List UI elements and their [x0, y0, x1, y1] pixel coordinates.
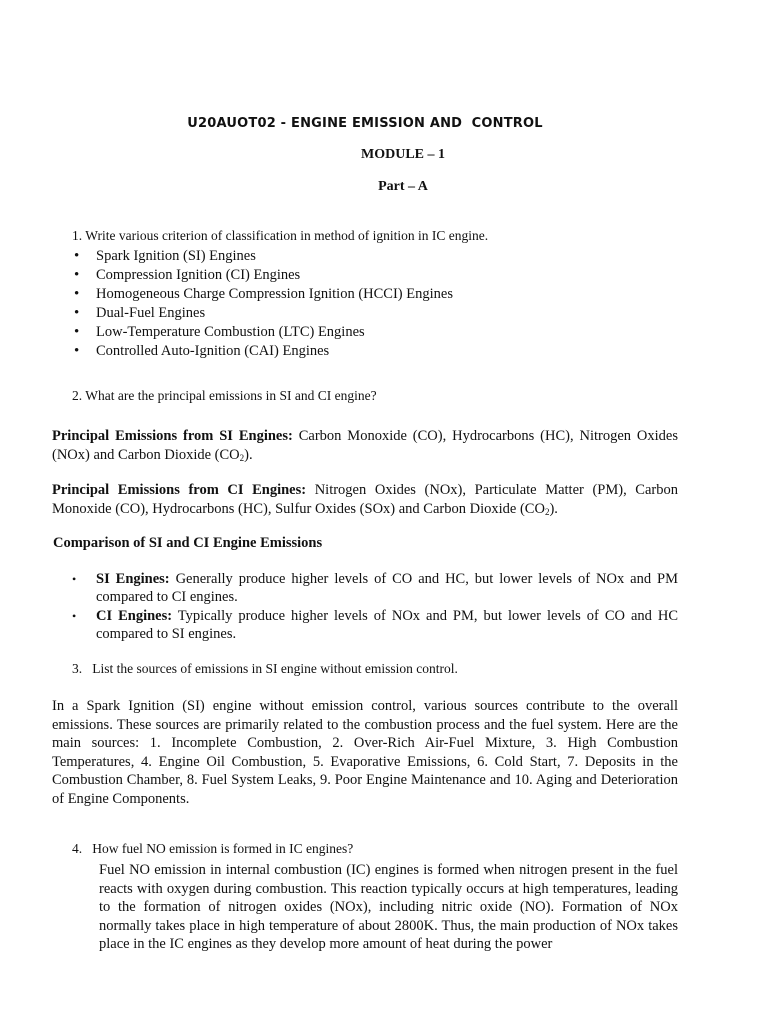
si-emissions-end: ).	[244, 446, 253, 463]
question-text: How fuel NO emission is formed in IC engines?	[92, 841, 354, 856]
list-item: • Homogeneous Charge Compression Ignition (HCCI) Engines	[72, 285, 453, 304]
comparison-label: CI Engines:	[96, 607, 173, 624]
list-item: • Dual-Fuel Engines	[72, 304, 453, 323]
ci-emissions-paragraph	[52, 481, 678, 518]
part-heading: Part – A	[378, 179, 428, 194]
question-1	[72, 228, 488, 244]
si-emissions-label: Principal Emissions from SI Engines:	[52, 428, 293, 444]
comparison-label: SI Engines:	[96, 571, 170, 587]
list-item: • Controlled Auto-Ignition (CAI) Engines	[72, 342, 453, 361]
question-4	[72, 841, 353, 857]
document-title: U20AUOT02 - ENGINE EMISSION AND CONTROL	[187, 116, 543, 131]
question-text: What are the principal emissions in SI and CI engine?	[85, 388, 377, 403]
comparison-text: Generally produce higher levels of CO and HC, but lower levels of NOx and PM compared to CI engines.	[96, 571, 678, 606]
question-number: 4.	[72, 841, 83, 856]
question-2	[72, 388, 377, 404]
subscript: 2	[239, 452, 245, 463]
comparison-text: Typically produce higher levels of NOx and PM, but lower levels of CO and HC compared to SI engines.	[96, 607, 678, 642]
list-item: • Compression Ignition (CI) Engines	[72, 266, 453, 285]
ci-emissions-label: Principal Emissions from CI Engines:	[52, 482, 307, 498]
si-emissions-paragraph	[52, 427, 678, 464]
list-item	[72, 570, 678, 607]
comparison-heading: Comparison of SI and CI Engine Emissions	[53, 535, 323, 551]
question-number: 1.	[72, 228, 83, 243]
fuel-no-paragraph: Fuel NO emission in internal combustion (IC) engines is formed when nitrogen present in the fuel reacts with oxygen during combustion. This reaction typically occurs at high temperatures, leading to the formation of nitrogen oxides (NOx), including nitric oxide (NO). Formation of NOx normally takes place in high temperature of about 2800K. Thus, the main production of NOx takes place in the IC engines as they develop more amount of heat during the power	[99, 862, 678, 952]
question-number: 3.	[72, 661, 83, 676]
ci-emissions-end: ).	[549, 500, 558, 517]
question-text: List the sources of emissions in SI engine without emission control.	[92, 661, 458, 676]
subscript: 2	[544, 506, 550, 517]
list-item: • Low-Temperature Combustion (LTC) Engines	[72, 323, 453, 342]
comparison-list	[72, 570, 678, 643]
module-heading: MODULE – 1	[361, 147, 445, 162]
list-item: • Spark Ignition (SI) Engines	[72, 247, 453, 266]
question-number: 2.	[72, 388, 83, 403]
si-emissions-text: Carbon Monoxide (CO), Hydrocarbons (HC), Nitrogen Oxides (NOx) and Carbon Dioxide (CO	[52, 428, 678, 463]
question-text: Write various criterion of classification in method of ignition in IC engine.	[85, 228, 489, 243]
question-3	[72, 661, 458, 677]
list-item	[72, 607, 678, 644]
sources-paragraph: In a Spark Ignition (SI) engine without emission control, various sources contribute to the overall emissions. These sources are primarily related to the combustion process and the fuel system. Here are the main sources: 1. Incomplete Combustion, 2. Over-Rich Air-Fuel Mixture, 3. High Combustion Temperatures, 4. Engine Oil Combustion, 5. Evaporative Emissions, 6. Cold Start, 7. Deposits in the Combustion Chamber, 8. Fuel System Leaks, 9. Poor Engine Maintenance and 10. Aging and Deterioration of Engine Components.	[52, 698, 678, 807]
ci-emissions-text: Nitrogen Oxides (NOx), Particulate Matter (PM), Carbon Monoxide (CO), Hydrocarbons (HC), Sulfur Oxides (SOx) and Carbon Dioxide (CO	[52, 482, 678, 517]
ignition-classification-list	[72, 247, 453, 360]
